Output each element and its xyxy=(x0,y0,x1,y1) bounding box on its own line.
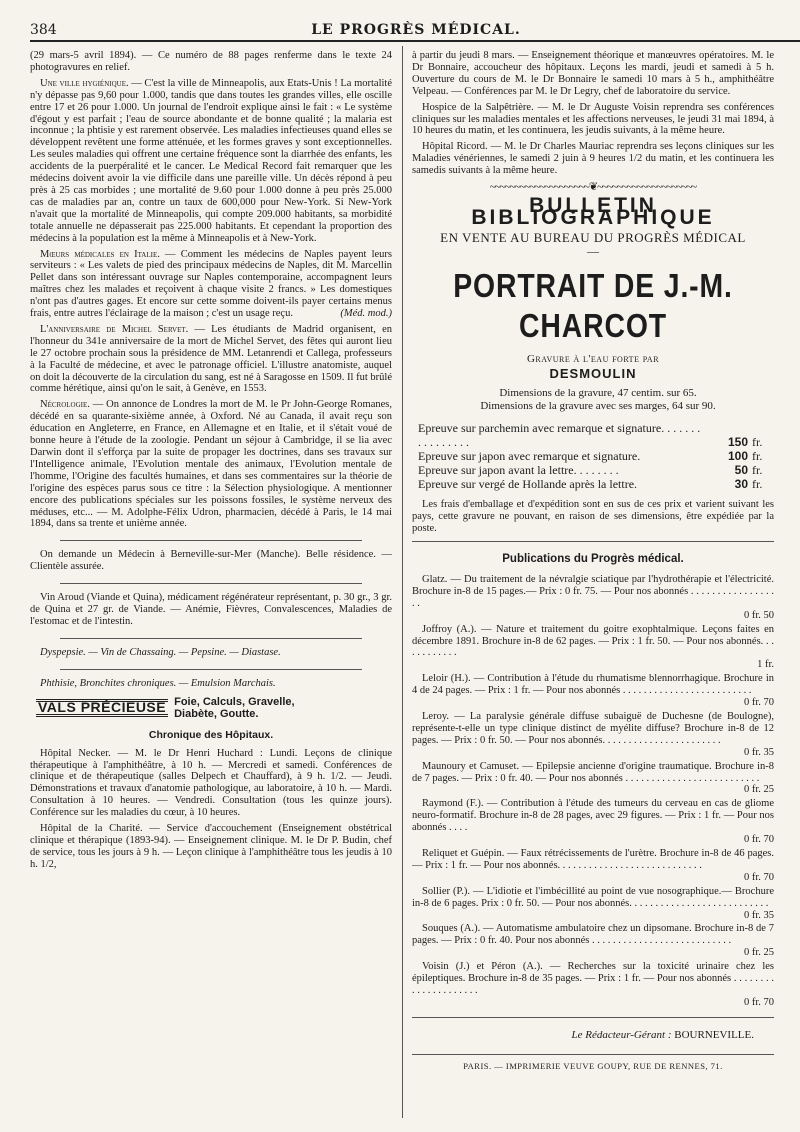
publication-text: Leloir (H.). — Contribution à l'étude du rhumatisme blennorrhagique. Brochure in 4 de 24 pages. — Prix : 1 fr. — Pour nos abonnés . . . . . . . . . . . . . . . . . . . . . . . . . xyxy=(412,673,774,697)
price-row xyxy=(418,463,774,477)
vente-line: EN VENTE AU BUREAU DU PROGRÈS MÉDICAL xyxy=(440,229,746,245)
left-column xyxy=(30,50,392,1118)
publication-price: 0 fr. 35 xyxy=(743,746,774,758)
price-row xyxy=(418,421,774,449)
publication-text: Joffroy (A.). — Nature et traitement du goitre exophtalmique. Leçons faites en décembre 1891. Brochure in-8 de 62 pages. — Prix : 1 fr. 50. — Pour nos abonnés. . . . . . . . . . . . xyxy=(412,623,774,659)
publication-text: Maunoury et Camuset. — Epilepsie ancienne d'origine traumatique. Brochure in-8 de 7 pages. — Prix : 0 fr. 40. — Pour nos abonnés . . . . . . . . . . . . . . . . . . . . . . . . . . xyxy=(412,760,774,784)
publication-price: 0 fr. 50 xyxy=(743,609,774,621)
price-value: 150 xyxy=(727,435,748,450)
article-continuation: (29 mars-5 avril 1894). — Ce numéro de 88 pages renferme dans le texte 24 photogravures en relief. xyxy=(30,50,392,73)
gravure-line: Gravure à l'eau forte par xyxy=(526,352,660,365)
article-body: — Les étudiants de Madrid organisent, en l'honneur du 341e anniversaire de la mort de Michel Servet, des fêtes qui auront lieu le 27 octobre prochain sous la présidence de MM. Letanrendi et Callega, professeurs à la Faculté de médecine, et avec le patronage officiel. L'illustre anatomiste, auquel on doit la découverte de la circulation du sang, est né à Saragosse en 1509. Il fut brûlé comme hérétique, ainsi qu'on le sait, à Genève, en 1553. xyxy=(30,323,392,395)
dimensions-line: Dimensions de la gravure avec ses marges, 64 sur 90. xyxy=(480,400,716,413)
price-label: Epreuve sur vergé de Hollande après la lettre. xyxy=(418,477,638,492)
publications-title: Publications du Progrès médical. xyxy=(502,553,684,566)
ad-dyspepsie: Dyspepsie. — Vin de Chassaing. — Pepsine. — Diastase. xyxy=(40,646,281,658)
price-value: 30 xyxy=(734,477,748,492)
publications-list xyxy=(412,574,774,1009)
article-servet xyxy=(30,324,392,395)
section-rule xyxy=(412,1017,774,1018)
portrait-title: PORTRAIT DE J.-M. CHARCOT xyxy=(453,266,733,344)
publication-item xyxy=(412,961,774,1009)
header-rule xyxy=(30,40,800,42)
engraver-name: DESMOULIN xyxy=(549,365,637,381)
publication-price: 0 fr. 70 xyxy=(743,834,774,846)
ad-vin-aroud: Vin Aroud (Viande et Quina), médicament régénérateur représentant, p. 30 gr., 3 gr. de Quina et 27 gr. de Viande. — Anémie, Fièvres, Convalescences, Maladies de l'estomac et de l'intestin. xyxy=(30,592,392,627)
price-unit: fr. xyxy=(752,435,763,450)
publication-item xyxy=(412,673,774,709)
price-row xyxy=(418,477,774,491)
publication-price: 0 fr. 25 xyxy=(743,947,774,959)
publication-price: 0 fr. 25 xyxy=(743,784,774,796)
publication-item xyxy=(412,886,774,922)
section-rule xyxy=(60,540,362,541)
running-title: LE PROGRÈS MÉDICAL. xyxy=(311,22,521,38)
bulletin-title: BULLETIN BIBLIOGRAPHIQUE xyxy=(471,193,715,229)
publication-price: 1 fr. xyxy=(757,659,774,671)
dimensions-line: Dimensions de la gravure, 47 centim. sur 65. xyxy=(499,387,697,400)
section-rule xyxy=(60,583,362,584)
chronique-title: Chronique des Hôpitaux. xyxy=(148,728,274,741)
vals-line: Diabète, Goutte. xyxy=(174,707,259,720)
price-label: Epreuve sur japon avec remarque et signature. xyxy=(418,449,641,464)
section-rule xyxy=(412,541,774,542)
publication-text: Leroy. — La paralysie générale diffuse subaiguë de Duchesne (de Boulogne), représente-t-elle un type clinique distinct de myélite diffuse? Brochure in-8 de 12 pages. — Prix : 0 fr. 50. — Pour nos abonnés. . . . . . . . . . . . . . . . . . . . . . . xyxy=(412,711,774,746)
article-minneapolis xyxy=(30,78,392,245)
article-heading: Nécrologie. xyxy=(40,399,90,411)
chronique-charite: Hôpital de la Charité. — Service d'accouchement (Enseignement obstétrical clinique et thérapique (1893-94). — Enseignement clinique. M. le Dr P. Budin, chef de service, tous les jours à 9 h. — Leçon clinique à l'amphithéâtre tous les jeudis à 10 h. 1/2, xyxy=(30,823,392,870)
publication-price: 0 fr. 70 xyxy=(743,871,774,883)
publication-text: Glatz. — Du traitement de la névralgie sciatique par l'hydrothérapie et l'électricité. Brochure in-8 de 15 pages.— Prix : 0 fr. 75. — Pour nos abonnés . . . . . . . . . . . . . . . . . . xyxy=(412,574,774,609)
vals-line: Foie, Calculs, Gravelle, xyxy=(174,695,295,708)
publication-text: Voisin (J.) et Péron (A.). — Recherches sur la toxicité urinaire chez les épileptiques. Brochure in-8 de 35 pages. — Prix : 1 fr. — Pour nos abonnés . . . . . . . . . . . . . . . . . . . . . xyxy=(412,961,774,996)
price-value: 50 xyxy=(734,463,748,478)
price-list xyxy=(412,421,774,491)
chronique-salpetriere: Hospice de la Salpêtrière. — M. le Dr Auguste Voisin reprendra ses conférences cliniques sur les maladies mentales et les affections nerveuses, le jeudi 31 mai 1894, à 10 heures du matin, et les continuera, les jeudis suivants, à la même heure. xyxy=(412,101,774,137)
chronique-continuation: à partir du jeudi 8 mars. — Enseignement théorique et manœuvres opératoires. M. le Dr Bonnaire, accoucheur des hôpitaux. Leçons les mardi, jeudi et samedi à 5 h. Ouverture du cours de M. le Dr Bonnaire le samedi 10 mars à 5 h., amphithéâtre Velpeau. — Conférences par M. le Dr Legry, chef de laboratoire du service. xyxy=(412,50,774,97)
publication-item xyxy=(412,624,774,672)
article-source: (Méd. mod.) xyxy=(340,308,392,320)
publication-item xyxy=(412,711,774,759)
signature-label: Le Rédacteur-Gérant : xyxy=(571,1028,672,1041)
section-rule xyxy=(60,669,362,670)
publication-item xyxy=(412,923,774,959)
right-column xyxy=(412,50,774,1118)
publication-item xyxy=(412,798,774,846)
article-body: — C'est la ville de Minneapolis, aux Etats-Unis ! La mortalité n'y dépasse pas 9,60 pour 1.000, tandis que dans toutes les grandes villes, elle oscille entre 17 et 26 pour 1.000. Un journal de l'endroit explique ainsi le fait : « Le système d'égout y est parfait ; l'eau de source abondante et de bonne qualité ; la malaria est inconnue ; la phtisie y est rarement observée. Les maladies infectieuses quand elles se développent revêtent une forme atténuée, et les formes graves y sont exceptionnelles. Les seules maladies qui offrent une certaine fréquence sont la diarrhée des enfants, les accidents de la puerpéralité et le cancer. Le Medical Record fait remarquer que les médecins doivent avoir la vie difficile dans une pareille ville. Un décès répond à peu près à 25 cas morbides ; une mortalité de 9.60 pour 1.000 donne à peu près 25.000 cas de maladies par an, contre un taux de 600,000 pour New-York. Si New-York n'avait que la mortalité de Minneapolis, qui compte 209.000 habitants, sa morbidité totale annuelle ne dépasserait pas 225.000 habitants. Et cependant la proportion des médecins à la population est la même à Minneapolis et à New-York. xyxy=(30,77,392,244)
ornament-divider: ~~~~~~~~~~~~~~~~~~~~❦~~~~~~~~~~~~~~~~~~~~ xyxy=(489,181,697,194)
column-divider xyxy=(402,46,403,1118)
price-label: Epreuve sur japon avant la lettre. . . . . . . . xyxy=(418,463,619,478)
signature-name: BOURNEVILLE. xyxy=(674,1028,754,1041)
dash: — xyxy=(587,243,599,258)
price-unit: fr. xyxy=(752,463,763,478)
page-number: 384 xyxy=(30,22,57,38)
article-body: — Comment les médecins de Naples payent leurs serviteurs : « Les valets de pied des principaux médecins de Naples, dit M. Marcellin Pellet dans son intéressant ouvrage sur Naples contemporaine, accompagnent leurs maîtres chez les malades et reçoivent à chaque visite 2 francs. » Les domestiques n'ont pas d'autres gages. Et encore sur cette somme doivent-ils payer certains menus frais, entre autres l'éclairage de la maison ; c'est un usage reçu. xyxy=(30,248,392,320)
publication-text: Souques (A.). — Automatisme ambulatoire chez un dipsomane. Brochure in-8 de 7 pages. — Prix : 0 fr. 40. Pour nos abonnés . . . . . . . . . . . . . . . . . . . . . . . . . . . xyxy=(412,923,774,947)
publication-item xyxy=(412,761,774,797)
publication-text: Raymond (F.). — Contribution à l'étude des tumeurs du cerveau en cas de gliome neuro-formatif. Brochure in-8 de 28 pages, avec 29 figures. — Prix : 1 fr. — Pour nos abonnés . . . . xyxy=(412,798,774,834)
article-heading: Une ville hygiénique. xyxy=(40,77,129,89)
ad-medecin: On demande un Médecin à Berneville-sur-Mer (Manche). Belle résidence. — Clientèle assurée. xyxy=(30,549,392,573)
page-header xyxy=(30,22,800,38)
article-heading: Mœurs médicales en Italie. xyxy=(40,248,160,260)
publication-item xyxy=(412,574,774,622)
signature xyxy=(412,1030,754,1042)
publication-item xyxy=(412,848,774,884)
vals-logo: VALS PRÉCIEUSE xyxy=(38,698,167,715)
publication-price: 0 fr. 70 xyxy=(743,697,774,709)
article-necrologie xyxy=(30,399,392,530)
price-unit: fr. xyxy=(752,449,763,464)
price-label: Epreuve sur parchemin avec remarque et signature. . . . . . . . . . . . . . . . xyxy=(418,421,701,450)
chronique-ricord: Hôpital Ricord. — M. le Dr Charles Mauriac reprendra ses leçons cliniques sur les Maladies vénériennes, le samedi 2 juin à 9 heures 1/2 du matin, et les continuera les samedis suivants à la même heure. xyxy=(412,141,774,177)
price-row xyxy=(418,449,774,463)
publication-price: 0 fr. 70 xyxy=(743,996,774,1008)
publication-price: 0 fr. 35 xyxy=(743,909,774,921)
publication-text: Reliquet et Guépin. — Faux rétrécissements de l'urètre. Brochure in-8 de 46 pages. — Prix : 1 fr. — Pour nos abonnés. . . . . . . . . . . . . . . . . . . . . . . . . . . . xyxy=(412,847,774,871)
chronique-necker: Hôpital Necker. — M. le Dr Henri Huchard : Lundi. Leçons de clinique thérapeutique à l'amphithéâtre, à 10 h. — Mercredi et samedi. Conférences de clinique et de thérapeutique (salles Delpech et Chauffard), à 9 h. 1/2. — Jeudi. Démonstrations et travaux d'anatomie pathologique, au laboratoire, à 10 h. — Mardi. Consultation à 10 heures. — Vendredi. Consultation (tous les quinze jours). Conférence sur les maladies du cœur, à 10 heures. xyxy=(30,747,392,819)
publication-text: Sollier (P.). — L'idiotie et l'imbécillité au point de vue nosographique.— Brochure in-8 de 6 pages. Prix : 0 fr. 50. — Pour nos abonnés. . . . . . . . . . . . . . . . . . . . . . . . . . . xyxy=(412,885,774,909)
section-rule xyxy=(60,638,362,639)
price-value: 100 xyxy=(727,449,748,464)
article-heading: L'anniversaire de Michel Servet. xyxy=(40,323,189,335)
price-unit: fr. xyxy=(752,477,763,492)
imprint: PARIS. — IMPRIMERIE VEUVE GOUPY, RUE DE RENNES, 71. xyxy=(412,1054,774,1073)
frais-note: Les frais d'emballage et d'expédition sont en sus de ces prix et varient suivant les pays, cette gravure ne pouvant, en raison de ses dimensions, être expédiée par la poste. xyxy=(412,499,774,535)
ad-phthisie: Phthisie, Bronchites chroniques. — Emulsion Marchais. xyxy=(40,677,276,689)
vals-indications xyxy=(174,696,294,720)
article-body: — On annonce de Londres la mort de M. le Pr John-George Romanes, décédé en sa quarante-sixième année, à Oxford. Né au Canada, il avait reçu son éducation en Angleterre, en France, en Allemagne et en Italie, et il s'était voué de bonne heure à l'étude de la zoologie. Pendant un séjour à Cambridge, il se lia avec Darwin dont il s'efforça par la suite de propager les doctrines, dans ses travaux sur l'Intelligence animale, l'Evolution mentale des animaux, l'Evolution mentale de l'homme, l'Origine des facultés humaines, et dans ses commentaires sur la théorie de l'origine des espèces parus sous ce titre : la Sélection physiologique. A mentionner encore des publications spéciales sur les poissons fossiles, le système nerveux des méduses, etc... — M. Adolphe-Félix Udron, pharmacien, décédé à Paris, le 14 mai 1894, dans sa trente et unième année. xyxy=(30,399,392,530)
article-italie xyxy=(30,249,392,320)
ad-vals xyxy=(36,696,392,720)
